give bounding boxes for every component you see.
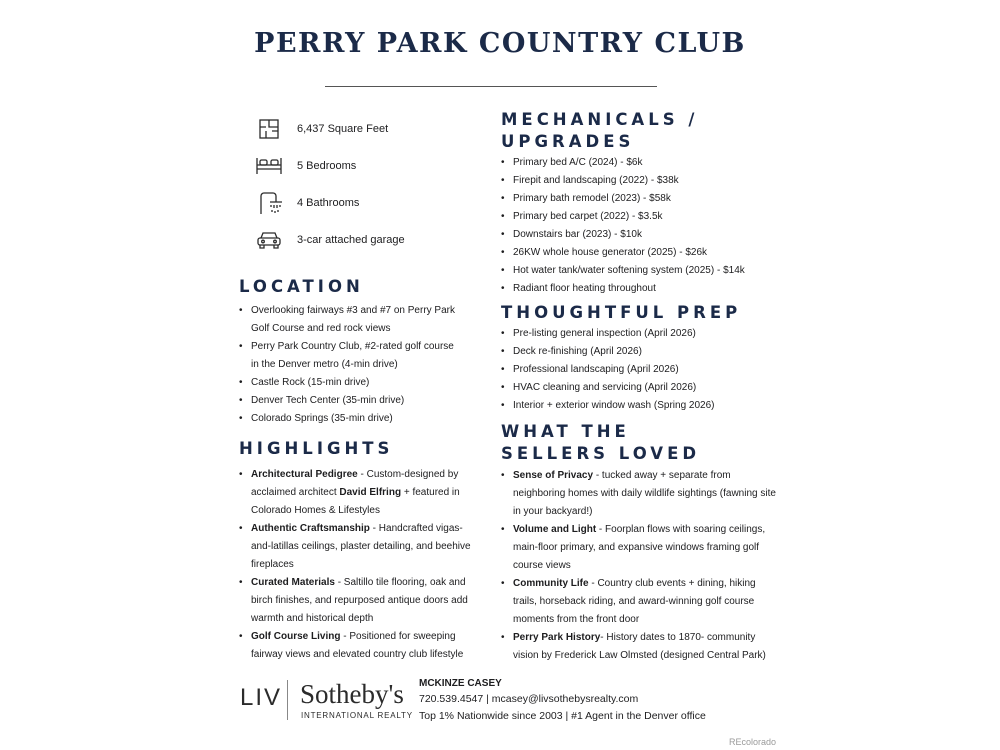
list-item: • Golf Course Living - Positioned for sweeping fairway views and elevated country club lifestyle	[239, 628, 475, 664]
list-item: • 26KW whole house generator (2025) - $26k	[501, 244, 791, 262]
agent-contact-line: 720.539.4547 | mcasey@livsothebysrealty.com	[419, 693, 639, 705]
property-specs	[252, 110, 492, 258]
floorplan-icon	[252, 115, 286, 143]
agent-contact	[419, 676, 706, 725]
list-item: • Castle Rock (15-min drive)	[239, 374, 484, 392]
list-item: • Community Life - Country club events + dining, hiking trails, horseback riding, and award-winning golf course moments from the front door	[501, 575, 779, 629]
list-item: • Radiant floor heating throughout	[501, 280, 791, 298]
title-divider	[325, 86, 657, 87]
list-item: • Deck re-finishing (April 2026)	[501, 343, 791, 361]
location-section	[239, 276, 484, 428]
list-item: • Downstairs bar (2023) - $10k	[501, 226, 791, 244]
list-item: • Volume and Light - Foorplan flows with soaring ceilings, main-floor primary, and expansive windows framing golf course views	[501, 521, 779, 575]
list-item: • Professional landscaping (April 2026)	[501, 361, 791, 379]
mechanicals-list	[501, 154, 791, 298]
shower-icon	[252, 189, 286, 217]
loved-heading: WHAT THE SELLERS LOVED	[501, 422, 701, 463]
highlights-heading: HIGHLIGHTS	[239, 439, 394, 458]
highlights-list	[239, 466, 475, 664]
location-heading: LOCATION	[239, 277, 364, 296]
loved-section	[501, 421, 779, 665]
list-item: • Overlooking fairways #3 and #7 on Perry Park Golf Course and red rock views	[239, 302, 484, 338]
prep-heading: THOUGHTFUL PREP	[501, 303, 742, 322]
list-item: • Primary bed carpet (2022) - $3.5k	[501, 208, 791, 226]
spec-text: 3-car attached garage	[297, 233, 405, 246]
mechanicals-section	[501, 109, 791, 298]
location-list	[239, 302, 484, 428]
list-item: • Sense of Privacy - tucked away + separate from neighboring homes with daily wildlife sightings (fawning site in your backyard!)	[501, 467, 779, 521]
spec-text: 6,437 Square Feet	[297, 122, 389, 135]
liv-logo: LIV	[240, 684, 283, 711]
list-item: • Architectural Pedigree - Custom-designed by acclaimed architect David Elfring + featured in Colorado Homes & Lifestyles	[239, 466, 475, 520]
list-item: • Perry Park Country Club, #2-rated golf course in the Denver metro (4-min drive)	[239, 338, 484, 374]
spec-bedrooms	[252, 147, 492, 184]
bed-icon	[252, 152, 286, 180]
spec-bathrooms	[252, 184, 492, 221]
list-item: • Primary bath remodel (2023) - $58k	[501, 190, 791, 208]
list-item: • Colorado Springs (35-min drive)	[239, 410, 484, 428]
list-item: • HVAC cleaning and servicing (April 2026)	[501, 379, 791, 397]
agent-name: MCKINZE CASEY	[419, 678, 502, 689]
list-item: • Perry Park History- History dates to 1870- community vision by Frederick Law Olmsted (designed Central Park)	[501, 629, 779, 665]
list-item: • Hot water tank/water softening system (2025) - $14k	[501, 262, 791, 280]
spec-text: 4 Bathrooms	[297, 196, 360, 209]
mechanicals-heading: MECHANICALS / UPGRADES	[501, 110, 699, 151]
prep-section	[501, 302, 791, 415]
list-item: • Denver Tech Center (35-min drive)	[239, 392, 484, 410]
list-item: • Authentic Craftsmanship - Handcrafted vigas-and-latillas ceilings, plaster detailing, and beehive fireplaces	[239, 520, 475, 574]
logo-divider	[287, 680, 288, 720]
loved-list	[501, 467, 779, 665]
prep-list	[501, 325, 791, 415]
list-item: • Pre-listing general inspection (April 2026)	[501, 325, 791, 343]
intl-realty-label: INTERNATIONAL REALTY	[301, 711, 413, 720]
recolorado-watermark: REcolorado	[729, 737, 777, 747]
spec-garage	[252, 221, 492, 258]
list-item: • Primary bed A/C (2024) - $6k	[501, 154, 791, 172]
page-title: PERRY PARK COUNTRY CLUB	[254, 28, 746, 59]
list-item: • Curated Materials - Saltillo tile flooring, oak and birch finishes, and repurposed antique doors add warmth and historical depth	[239, 574, 475, 628]
car-icon	[252, 226, 286, 254]
spec-square-feet	[252, 110, 492, 147]
list-item: • Firepit and landscaping (2022) - $38k	[501, 172, 791, 190]
sothebys-logo: Sotheby's	[300, 679, 404, 709]
spec-text: 5 Bedrooms	[297, 159, 357, 172]
list-item: • Interior + exterior window wash (Spring 2026)	[501, 397, 791, 415]
agent-tagline: Top 1% Nationwide since 2003 | #1 Agent in the Denver office	[419, 710, 706, 722]
highlights-section	[239, 438, 475, 664]
